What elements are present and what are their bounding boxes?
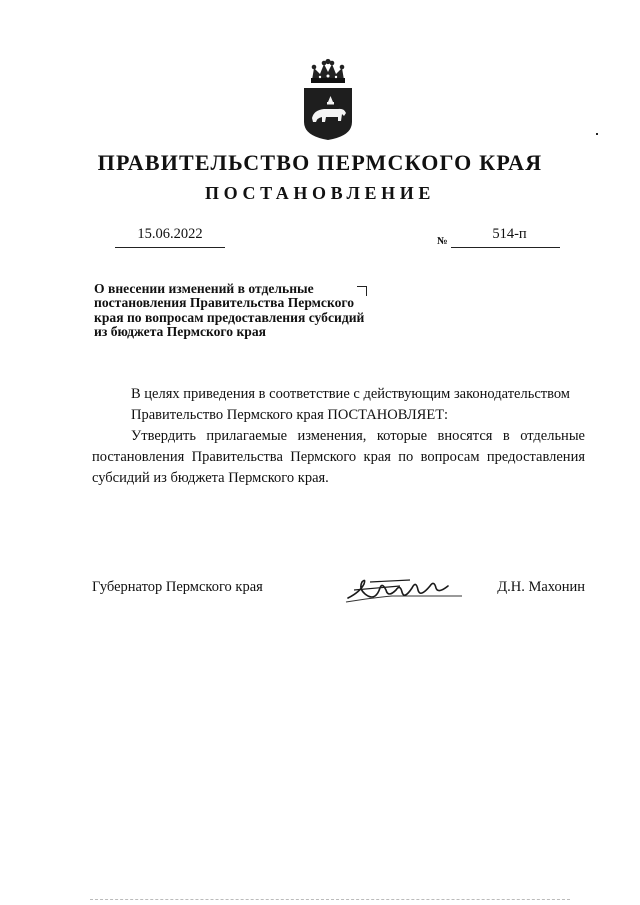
signatory-role: Губернатор Пермского края [92, 579, 263, 595]
handwritten-signature [340, 572, 470, 608]
scan-mark [596, 133, 598, 135]
number-label: № [437, 236, 448, 247]
body-paragraph-preamble: В целях приведения в соответствие с действующим законодательством [131, 386, 570, 402]
government-title: ПРАВИТЕЛЬСТВО ПЕРМСКОГО КРАЯ [97, 150, 543, 175]
crown-icon [311, 59, 345, 83]
document-type: ПОСТАНОВЛЕНИЕ [205, 183, 435, 203]
document-date-field [115, 226, 225, 248]
document-number: 514-п [492, 226, 527, 242]
date-underline [115, 247, 225, 248]
perm-krai-coat-of-arms-icon [298, 58, 358, 142]
subject-line: из бюджета Пермского края [94, 323, 267, 339]
subject-corner-bracket [357, 286, 367, 296]
document-number-field [451, 226, 560, 248]
body-paragraph-resolves: Правительство Пермского края ПОСТАНОВЛЯЕТ: [131, 407, 449, 423]
subject-line: постановления Правительства Пермского [94, 295, 355, 311]
signatory-name: Д.Н. Махонин [497, 579, 585, 595]
page-edge-line [90, 899, 570, 900]
body-paragraph-decision: Утвердить прилагаемые изменения, которые вносятся в отдельные постановления Правительства Пермского края по вопросам предоставления субсидий из бюджета Пермского края. [92, 428, 585, 486]
subject-line: края по вопросам предоставления субсидий [94, 309, 365, 325]
number-underline [451, 247, 560, 248]
subject-line: О внесении изменений в отдельные [94, 281, 314, 296]
document-body [92, 384, 585, 489]
document-date: 15.06.2022 [137, 226, 203, 242]
